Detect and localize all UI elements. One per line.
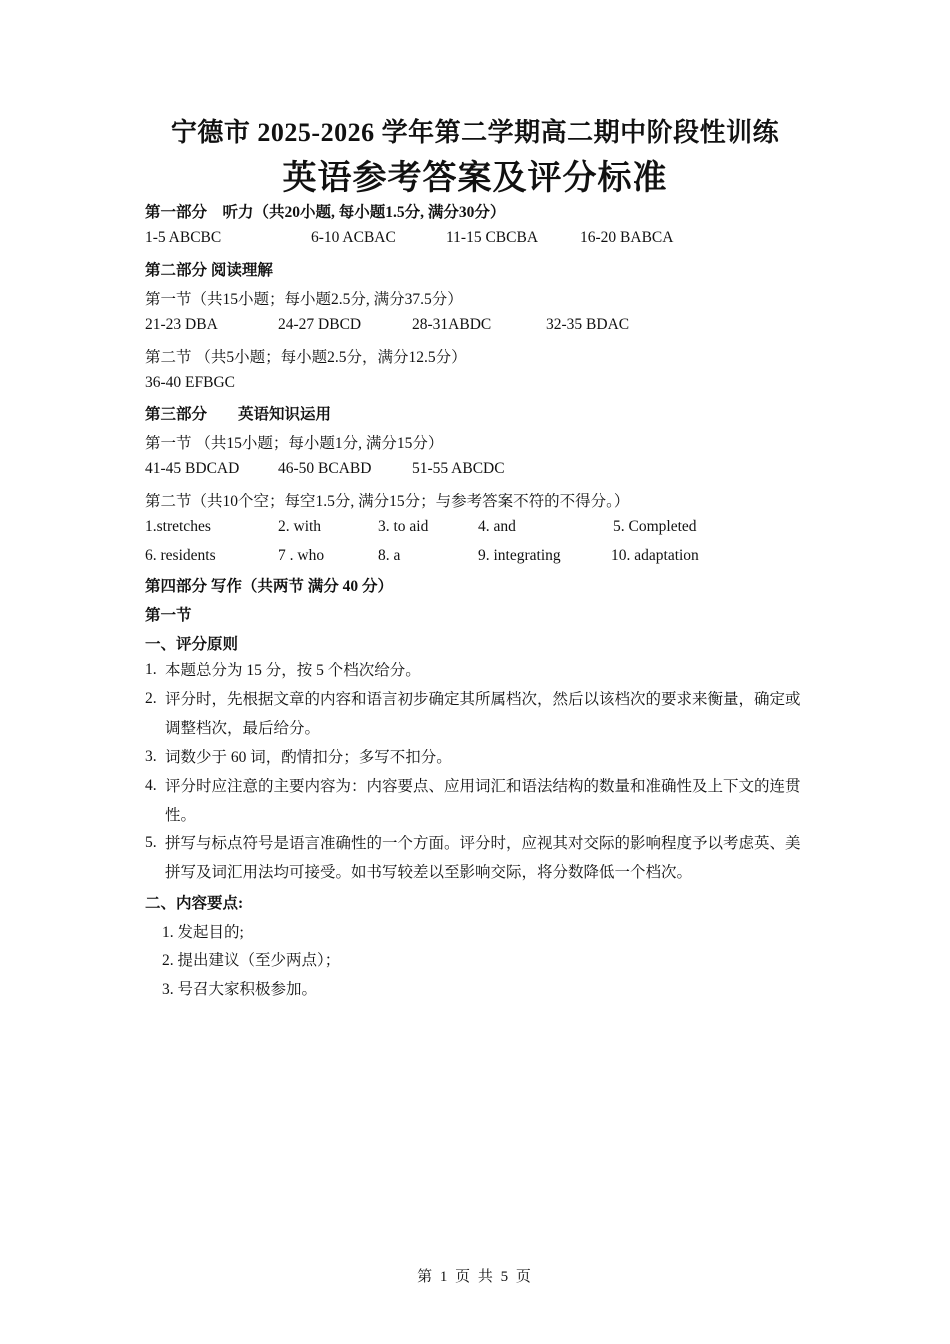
content-point: 2. 提出建议（至少两点）； — [162, 952, 341, 969]
part4-section1-heading: 第一节 — [145, 607, 192, 624]
part4-heading: 第四部分 写作（共两节 满分 40 分） — [145, 578, 394, 595]
principle-number: 5. — [145, 834, 157, 851]
cloze-answer: 7 . who — [278, 547, 325, 564]
content-points-heading: 二、内容要点: — [145, 895, 244, 912]
principle-number: 2. — [145, 690, 157, 707]
cloze-answer: 6. residents — [145, 547, 216, 564]
cloze-answer: 2. with — [278, 518, 322, 535]
cloze-answer: 3. to aid — [378, 518, 429, 535]
answer-group: 16-20 BABCA — [580, 229, 674, 246]
principle-number: 3. — [145, 748, 157, 765]
cloze-answers-row — [0, 518, 950, 538]
part2-section1-heading: 第一节（共15小题；每小题2.5分, 满分37.5分） — [145, 291, 463, 308]
principle-number: 1. — [145, 661, 157, 678]
page-number: 第 1 页 共 5 页 — [417, 1269, 533, 1285]
answer-group: 32-35 BDAC — [546, 316, 630, 333]
principle-text: 拼写与标点符号是语言准确性的一个方面。评分时，应视其对交际的影响程度予以考虑英、美拼写及词汇用法均可接受。如书写较差以至影响交际，将分数降低一个档次。 — [165, 835, 801, 881]
content-point: 1. 发起目的; — [162, 924, 244, 941]
answer-group: 41-45 BDCAD — [145, 460, 240, 477]
answer-group: 24-27 DBCD — [278, 316, 362, 333]
principle-text: 评分时应注意的主要内容为：内容要点、应用词汇和语法结构的数量和准确性及上下文的连贯性。 — [165, 778, 801, 824]
answer-group: 6-10 ACBAC — [311, 229, 396, 246]
cloze-answer: 8. a — [378, 547, 401, 564]
cloze-answers-row — [0, 547, 950, 567]
part2-section2-heading: 第二节 （共5小题；每小题2.5分，满分12.5分） — [145, 349, 467, 366]
answer-group: 21-23 DBA — [145, 316, 218, 333]
principle-text: 本题总分为 15 分，按 5 个档次给分。 — [165, 662, 421, 679]
part3-section1-answers-row — [0, 460, 950, 480]
exam-title: 宁德市 2025-2026 学年第二学期高二期中阶段性训练 — [170, 118, 780, 147]
content-point: 3. 号召大家积极参加。 — [162, 981, 318, 998]
part1-answers-row — [0, 229, 950, 249]
answer-group: 1-5 ABCBC — [145, 229, 222, 246]
answer-group: 51-55 ABCDC — [412, 460, 505, 477]
part2-section1-answers-row — [0, 316, 950, 336]
principle-text: 词数少于 60 词，酌情扣分；多写不扣分。 — [165, 749, 452, 766]
answer-group: 36-40 EFBGC — [145, 374, 235, 391]
part2-heading: 第二部分 阅读理解 — [145, 262, 273, 279]
cloze-answer: 5. Completed — [613, 518, 697, 535]
cloze-answer: 4. and — [478, 518, 516, 535]
cloze-answer: 10. adaptation — [611, 547, 699, 564]
part3-section1-heading: 第一节 （共15小题；每小题1分, 满分15分） — [145, 435, 444, 452]
cloze-answer: 9. integrating — [478, 547, 561, 564]
part1-heading: 第一部分 听力（共20小题, 每小题1.5分, 满分30分） — [145, 204, 506, 221]
principle-text: 评分时，先根据文章的内容和语言初步确定其所属档次，然后以该档次的要求来衡量，确定或调整档次，最后给分。 — [165, 691, 801, 737]
principle-number: 4. — [145, 777, 157, 794]
answer-group: 28-31ABDC — [412, 316, 492, 333]
part3-heading: 第三部分 英语知识运用 — [145, 406, 332, 423]
answer-group: 11-15 CBCBA — [446, 229, 539, 246]
principles-heading: 一、评分原则 — [145, 636, 239, 653]
document-title: 英语参考答案及评分标准 — [282, 160, 668, 197]
answer-group: 46-50 BCABD — [278, 460, 372, 477]
part3-section2-heading: 第二节（共10个空；每空1.5分, 满分15分；与参考答案不符的不得分。） — [145, 493, 630, 510]
cloze-answer: 1.stretches — [145, 518, 211, 535]
